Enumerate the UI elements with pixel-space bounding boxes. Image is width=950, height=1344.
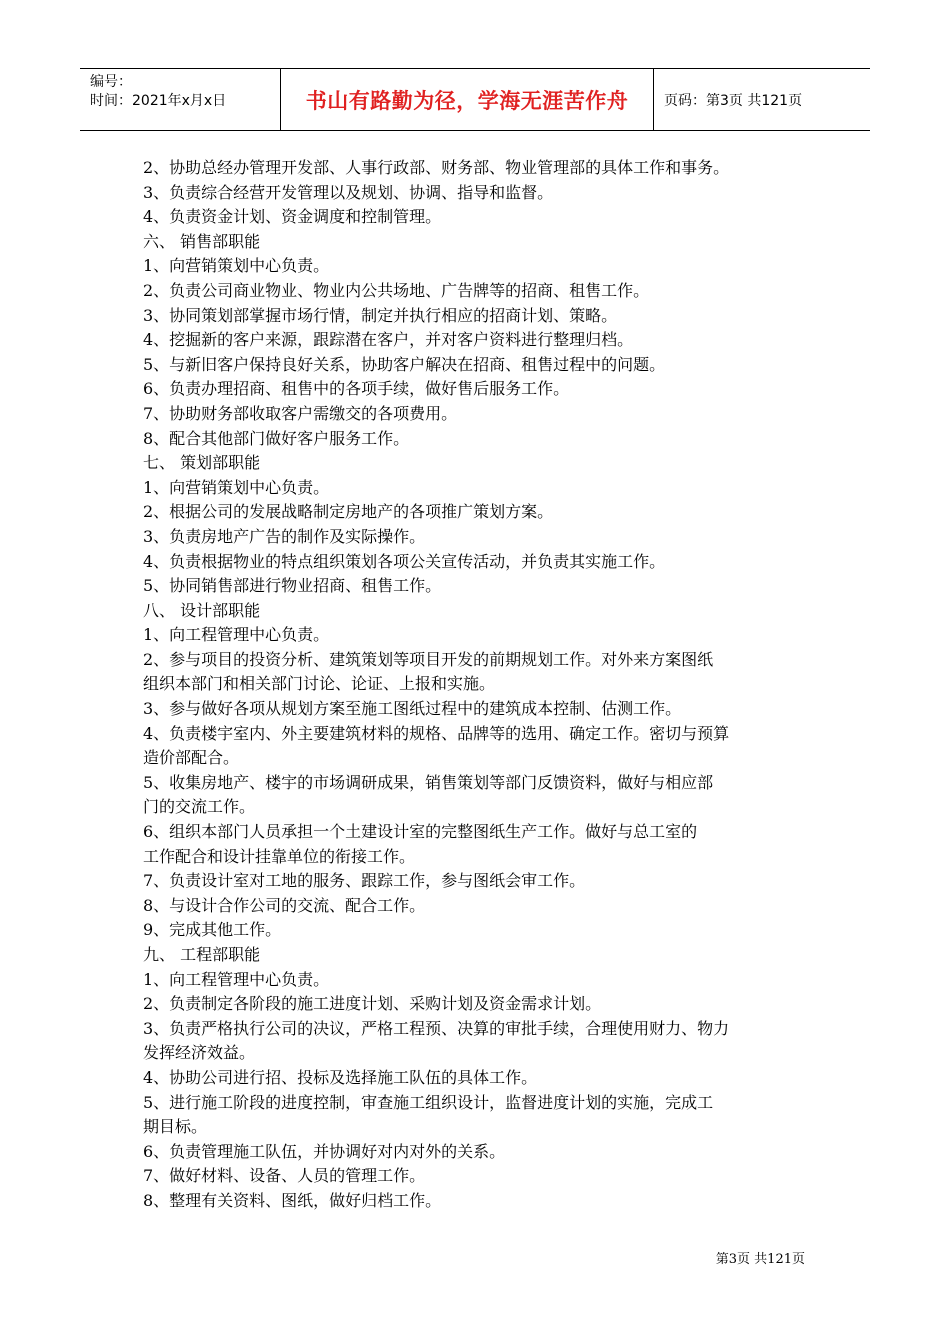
body-line: 1、向营销策划中心负责。 xyxy=(143,256,330,276)
header-page-number: 页码：第3页 共121页 xyxy=(664,92,803,109)
body-line: 4、负责楼宇室内、外主要建筑材料的规格、品牌等的选用、确定工作。密切与预算 xyxy=(143,723,730,743)
body-line: 六、 销售部职能 xyxy=(143,231,261,251)
body-line: 4、挖掘新的客户来源，跟踪潜在客户，并对客户资料进行整理归档。 xyxy=(143,330,634,350)
body-line: 7、协助财务部收取客户需缴交的各项费用。 xyxy=(143,403,458,423)
body-line: 3、负责房地产广告的制作及实际操作。 xyxy=(143,526,426,546)
body-line: 9、完成其他工作。 xyxy=(143,920,282,940)
body-line: 3、负责严格执行公司的决议，严格工程预、决算的审批手续，合理使用财力、物力 xyxy=(143,1018,730,1038)
body-line: 2、负责制定各阶段的施工进度计划、采购计划及资金需求计划。 xyxy=(143,994,602,1014)
body-line: 2、协助总经办管理开发部、人事行政部、财务部、物业管理部的具体工作和事务。 xyxy=(143,158,730,177)
body-line: 4、协助公司进行招、投标及选择施工队伍的具体工作。 xyxy=(143,1067,538,1087)
body-line: 七、 策划部职能 xyxy=(143,453,261,473)
body-line: 2、参与项目的投资分析、建筑策划等项目开发的前期规划工作。对外来方案图纸 xyxy=(143,649,714,669)
header-motto: 书山有路勤为径，学海无涯苦作舟 xyxy=(280,69,654,130)
header-meta xyxy=(80,69,280,130)
body-line: 3、参与做好各项从规划方案至施工图纸过程中的建筑成本控制、估测工作。 xyxy=(143,699,682,719)
document-number-label: 编号： xyxy=(90,74,132,90)
body-line: 5、协同销售部进行物业招商、租售工作。 xyxy=(143,576,442,596)
body-line: 3、负责综合经营开发管理以及规划、协调、指导和监督。 xyxy=(143,182,554,202)
body-line: 八、 设计部职能 xyxy=(143,600,261,620)
body-line: 期目标。 xyxy=(143,1117,208,1137)
body-line: 造价部配合。 xyxy=(143,748,240,768)
document-body xyxy=(143,156,823,1214)
footer-page-number: 第3页 共121页 xyxy=(715,1252,805,1267)
body-line: 6、组织本部门人员承担一个土建设计室的完整图纸生产工作。做好与总工室的 xyxy=(143,822,698,842)
body-line: 发挥经济效益。 xyxy=(143,1043,256,1063)
body-line: 2、根据公司的发展战略制定房地产的各项推广策划方案。 xyxy=(143,502,554,522)
body-line: 1、向工程管理中心负责。 xyxy=(143,969,330,989)
body-line: 6、负责办理招商、租售中的各项手续，做好售后服务工作。 xyxy=(143,379,570,399)
body-line: 5、进行施工阶段的进度控制，审查施工组织设计，监督进度计划的实施，完成工 xyxy=(143,1092,714,1112)
body-line: 1、向工程管理中心负责。 xyxy=(143,625,330,645)
body-line: 5、与新旧客户保持良好关系，协助客户解决在招商、租售过程中的问题。 xyxy=(143,354,666,374)
body-line: 九、 工程部职能 xyxy=(143,945,261,964)
body-line: 1、向营销策划中心负责。 xyxy=(143,477,330,497)
page-header xyxy=(80,68,870,131)
body-line: 组织本部门和相关部门讨论、论证、上报和实施。 xyxy=(143,674,496,694)
body-line: 3、协同策划部掌握市场行情，制定并执行相应的招商计划、策略。 xyxy=(143,305,618,325)
body-line: 4、负责资金计划、资金调度和控制管理。 xyxy=(143,207,442,227)
body-line: 7、负责设计室对工地的服务、跟踪工作，参与图纸会审工作。 xyxy=(143,871,586,891)
body-line: 4、负责根据物业的特点组织策划各项公关宣传活动，并负责其实施工作。 xyxy=(143,551,666,571)
body-line: 门的交流工作。 xyxy=(143,797,256,817)
body-line: 7、做好材料、设备、人员的管理工作。 xyxy=(143,1166,426,1186)
body-line: 2、负责公司商业物业、物业内公共场地、广告牌等的招商、租售工作。 xyxy=(143,280,650,300)
body-line: 6、负责管理施工队伍，并协调好对内对外的关系。 xyxy=(143,1141,506,1161)
document-time-label: 时间：2021年x月x日 xyxy=(90,93,227,109)
body-line: 工作配合和设计挂靠单位的衔接工作。 xyxy=(143,846,416,866)
body-line: 5、收集房地产、楼宇的市场调研成果，销售策划等部门反馈资料，做好与相应部 xyxy=(143,772,714,792)
body-line: 8、配合其他部门做好客户服务工作。 xyxy=(143,428,410,448)
body-line: 8、与设计合作公司的交流、配合工作。 xyxy=(143,895,426,915)
body-line: 8、整理有关资料、图纸，做好归档工作。 xyxy=(143,1190,442,1210)
